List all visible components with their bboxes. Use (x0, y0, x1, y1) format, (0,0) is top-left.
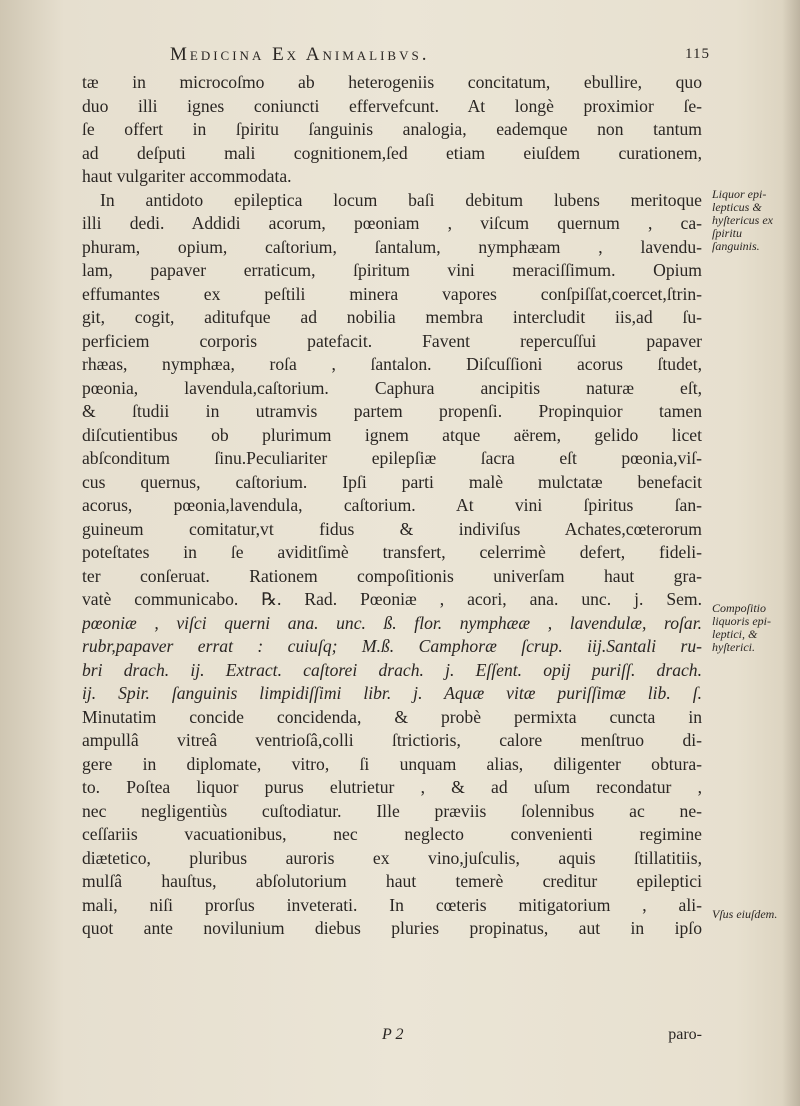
text-line: rhæas, nymphæa, roſa , ſantalon. Diſcuſſioni acorus ſtudet, (82, 354, 702, 374)
text-line: ceſſariis vacuationibus, nec neglecto convenienti regimine (82, 824, 702, 844)
catchword: paro- (668, 1026, 702, 1043)
text-line: diætetico, pluribus auroris ex vino,juſculis, aquis ſtillatitiis, (82, 847, 702, 868)
margin-note: Liquor epilepticus & hyſtericus ex ſpiritu ſanguinis. (712, 187, 773, 253)
text-line: & ſtudii in utramvis partem propenſi. Propinquior tamen (82, 401, 702, 421)
text-line: ter conſeruat. Rationem compoſitionis univerſam haut gra- (82, 565, 702, 586)
text-line: quot ante novilunium diebus pluries propinatus, aut in ipſo (82, 918, 702, 938)
signature-mark: P 2 (382, 1026, 404, 1043)
recipe-line: rubr,papaver errat : cuiuſq; M.ß. Camphoræ ſcrup. iij.Santali ru- (82, 636, 702, 656)
text-line: mali, niſi prorſus inveterati. In cœteris mitigatorium , ali- (82, 894, 702, 915)
text-line: haut vulgariter accommodata. (82, 166, 292, 186)
text-line: effumantes ex peſtili minera vapores conſpiſſat,coercet,ſtrin- (82, 283, 702, 304)
text-line: to. Poſtea liquor purus elutrietur , & ad uſum recondatur , (82, 777, 702, 797)
text-line: guineum comitatur,vt fidus & indiviſus Achates,cœterorum (82, 518, 702, 539)
text-line: gere in diplomate, vitro, ſi unquam alias, diligenter obtura- (82, 753, 702, 774)
text-line: poteſtates in ſe aviditſimè transfert, celerrimè defert, fideli- (82, 542, 702, 562)
text-line: git, cogit, aditufque ad nobilia membra intercludit iis,ad ſu- (82, 307, 702, 327)
text-line: Minutatim concide concidenda, & probè permixta cuncta in (82, 706, 702, 727)
text-line: acorus, pœonia,lavendula, caſtorium. At vini ſpiritus ſan- (82, 495, 702, 515)
text-line: cus quernus, caſtorium. Ipſi parti malè mulctatæ benefacit (82, 471, 702, 492)
text-line: lam, papaver erraticum, ſpiritum vini meraciſſimum. Opium (82, 260, 702, 280)
text-line: duo illi ignes coniuncti effervefcunt. At longè proximior ſe- (82, 95, 702, 116)
text-line: ampullâ vitreâ ventrioſâ,colli ſtrictioris, calore menſtruo di- (82, 730, 702, 750)
recipe-line: ij. Spir. ſanguinis limpidiſſimi libr. j. Aquæ vitæ puriſſimæ lib. ſ. (82, 683, 702, 703)
page-edge-shadow (782, 0, 800, 1106)
page-footer (82, 1026, 702, 1050)
text-line: phuram, opium, caſtorium, ſantalum, nymphæam , lavendu- (82, 236, 702, 257)
page-number: 115 (685, 46, 710, 62)
margin-note: Compoſitio liquoris epileptici, & hyſterici. (712, 601, 772, 654)
text-line: illi dedi. Addidi acorum, pœoniam , viſcum quernum , ca- (82, 213, 702, 233)
running-title: Medicina Ex Animalibvs. (170, 44, 430, 65)
main-text-block (82, 71, 702, 941)
text-line: pœonia, lavendula,caſtorium. Caphura ancipitis naturæ eſt, (82, 377, 702, 398)
running-header (170, 44, 710, 74)
text-line: vatè communicabo. ℞. Rad. Pœoniæ , acori, ana. unc. j. Sem. (82, 589, 702, 609)
text-line: abſconditum ſinu.Peculiariter epilepſiæ ſacra eſt pœonia,viſ- (82, 448, 702, 468)
text-line: diſcutientibus ob plurimum ignem atque aërem, gelido licet (82, 424, 702, 445)
text-line: tæ in microcoſmo ab heterogeniis concitatum, ebullire, quo (82, 72, 702, 92)
text-line: perficiem corporis patefacit. Favent repercuſſui papaver (82, 330, 702, 351)
text-line: ſe offert in ſpiritu ſanguinis analogia, eademque non tantum (82, 119, 702, 139)
text-line: nec negligentiùs cuſtodiatur. Ille præviis ſolennibus ac ne- (82, 800, 702, 821)
recipe-line: pœoniæ , viſci querni ana. unc. ß. flor. nymphææ , lavendulæ, roſar. (82, 612, 702, 633)
text-line: mulſâ hauſtus, abſolutorium haut temerè creditur epileptici (82, 871, 702, 891)
margin-note: Vſus eiuſdem. (712, 907, 778, 921)
text-line: ad deſputi mali cognitionem,ſed etiam eiuſdem curationem, (82, 142, 702, 163)
text-line: In antidoto epileptica locum baſi debitum lubens meritoque (100, 189, 702, 210)
recipe-line: bri drach. ij. Extract. caſtorei drach. j. Eſſent. opij puriſſ. drach. (82, 659, 702, 680)
